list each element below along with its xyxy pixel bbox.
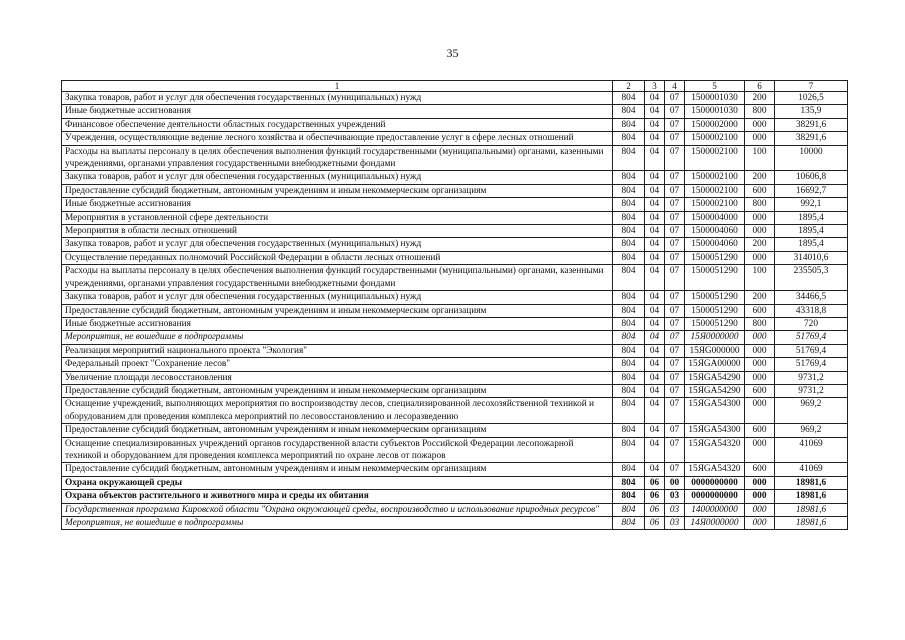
row-section-cell: 04 bbox=[645, 145, 665, 171]
row-subsection-cell: 07 bbox=[665, 171, 685, 184]
row-grbs-cell: 804 bbox=[613, 398, 645, 424]
row-subsection-cell: 07 bbox=[665, 265, 685, 291]
row-expense-type-cell: 000 bbox=[745, 225, 775, 238]
row-expense-type-cell: 800 bbox=[745, 198, 775, 211]
row-expense-type-cell: 000 bbox=[745, 476, 775, 489]
row-target-article-cell: 1500002100 bbox=[685, 145, 745, 171]
row-expense-type-cell: 100 bbox=[745, 145, 775, 171]
table-row bbox=[62, 517, 848, 530]
row-section-cell: 04 bbox=[645, 251, 665, 264]
row-expense-type-cell: 000 bbox=[745, 132, 775, 145]
row-name-cell: Федеральный проект "Сохранение лесов" bbox=[62, 358, 613, 371]
table-row bbox=[62, 463, 848, 476]
row-section-cell: 06 bbox=[645, 503, 665, 516]
table-row bbox=[62, 437, 848, 463]
row-amount-cell: 41069 bbox=[775, 463, 848, 476]
row-target-article-cell: 15ЯGA54290 bbox=[685, 371, 745, 384]
header-cell: 2 bbox=[613, 81, 645, 92]
row-subsection-cell: 07 bbox=[665, 184, 685, 197]
table-row bbox=[62, 371, 848, 384]
row-subsection-cell: 03 bbox=[665, 490, 685, 503]
row-subsection-cell: 07 bbox=[665, 291, 685, 304]
table-row bbox=[62, 490, 848, 503]
row-name-cell: Реализация мероприятий национального проекта "Экология" bbox=[62, 344, 613, 357]
row-section-cell: 04 bbox=[645, 317, 665, 330]
row-grbs-cell: 804 bbox=[613, 476, 645, 489]
row-grbs-cell: 804 bbox=[613, 92, 645, 105]
row-amount-cell: 992,1 bbox=[775, 198, 848, 211]
row-name-cell: Государственная программа Кировской области "Охрана окружающей среды, воспроизводство и использование природных ресурсов" bbox=[62, 503, 613, 516]
row-section-cell: 04 bbox=[645, 184, 665, 197]
row-expense-type-cell: 600 bbox=[745, 384, 775, 397]
row-target-article-cell: 15ЯGA00000 bbox=[685, 358, 745, 371]
header-cell: 3 bbox=[645, 81, 665, 92]
row-target-article-cell: 15ЯGA54290 bbox=[685, 384, 745, 397]
row-target-article-cell: 1500001030 bbox=[685, 105, 745, 118]
row-subsection-cell: 07 bbox=[665, 118, 685, 131]
row-expense-type-cell: 000 bbox=[745, 331, 775, 344]
row-expense-type-cell: 000 bbox=[745, 503, 775, 516]
row-name-cell: Учреждения, осуществляющие ведение лесного хозяйства и обеспечивающие предоставление услуг в сфере лесных отношений bbox=[62, 132, 613, 145]
row-grbs-cell: 804 bbox=[613, 371, 645, 384]
row-name-cell: Закупка товаров, работ и услуг для обеспечения государственных (муниципальных) нужд bbox=[62, 238, 613, 251]
row-name-cell: Предоставление субсидий бюджетным, автономным учреждениям и иным некоммерческим организациям bbox=[62, 384, 613, 397]
row-section-cell: 04 bbox=[645, 304, 665, 317]
row-amount-cell: 235505,3 bbox=[775, 265, 848, 291]
row-name-cell: Иные бюджетные ассигнования bbox=[62, 198, 613, 211]
row-grbs-cell: 804 bbox=[613, 317, 645, 330]
row-grbs-cell: 804 bbox=[613, 198, 645, 211]
row-section-cell: 06 bbox=[645, 476, 665, 489]
row-name-cell: Закупка товаров, работ и услуг для обеспечения государственных (муниципальных) нужд bbox=[62, 171, 613, 184]
row-amount-cell: 41069 bbox=[775, 437, 848, 463]
row-section-cell: 04 bbox=[645, 238, 665, 251]
budget-table bbox=[61, 80, 848, 530]
table-row bbox=[62, 92, 848, 105]
row-expense-type-cell: 000 bbox=[745, 437, 775, 463]
row-expense-type-cell: 600 bbox=[745, 463, 775, 476]
row-amount-cell: 18981,6 bbox=[775, 517, 848, 530]
row-grbs-cell: 804 bbox=[613, 145, 645, 171]
row-target-article-cell: 1500051290 bbox=[685, 265, 745, 291]
row-subsection-cell: 07 bbox=[665, 331, 685, 344]
row-grbs-cell: 804 bbox=[613, 463, 645, 476]
row-name-cell: Предоставление субсидий бюджетным, автономным учреждениям и иным некоммерческим организациям bbox=[62, 304, 613, 317]
row-subsection-cell: 07 bbox=[665, 225, 685, 238]
row-subsection-cell: 07 bbox=[665, 358, 685, 371]
table-row bbox=[62, 132, 848, 145]
row-subsection-cell: 07 bbox=[665, 344, 685, 357]
row-amount-cell: 18981,6 bbox=[775, 476, 848, 489]
row-name-cell: Иные бюджетные ассигнования bbox=[62, 105, 613, 118]
row-expense-type-cell: 000 bbox=[745, 490, 775, 503]
row-grbs-cell: 804 bbox=[613, 304, 645, 317]
row-name-cell: Предоставление субсидий бюджетным, автономным учреждениям и иным некоммерческим организациям bbox=[62, 184, 613, 197]
row-expense-type-cell: 200 bbox=[745, 171, 775, 184]
row-section-cell: 04 bbox=[645, 424, 665, 437]
page-number: 35 bbox=[446, 46, 459, 60]
row-target-article-cell: 1500051290 bbox=[685, 251, 745, 264]
row-section-cell: 04 bbox=[645, 371, 665, 384]
row-name-cell: Финансовое обеспечение деятельности областных государственных учреждений bbox=[62, 118, 613, 131]
row-name-cell: Мероприятия, не вошедшие в подпрограммы bbox=[62, 517, 613, 530]
row-expense-type-cell: 200 bbox=[745, 238, 775, 251]
row-subsection-cell: 07 bbox=[665, 398, 685, 424]
table-row bbox=[62, 304, 848, 317]
row-expense-type-cell: 200 bbox=[745, 92, 775, 105]
row-target-article-cell: 1400000000 bbox=[685, 503, 745, 516]
row-subsection-cell: 00 bbox=[665, 476, 685, 489]
row-section-cell: 04 bbox=[645, 265, 665, 291]
row-name-cell: Оснащение специализированных учреждений органов государственной власти субъектов Российской Федерации лесопожарной техникой и оборудованием для проведения комплекса мероприятий по охране лесов от пожаров bbox=[62, 437, 613, 463]
table-row bbox=[62, 105, 848, 118]
row-amount-cell: 10606,8 bbox=[775, 171, 848, 184]
row-name-cell: Предоставление субсидий бюджетным, автономным учреждениям и иным некоммерческим организациям bbox=[62, 463, 613, 476]
row-expense-type-cell: 800 bbox=[745, 105, 775, 118]
table-row bbox=[62, 251, 848, 264]
row-grbs-cell: 804 bbox=[613, 171, 645, 184]
header-cell: 7 bbox=[775, 81, 848, 92]
row-target-article-cell: 1500004060 bbox=[685, 225, 745, 238]
row-grbs-cell: 804 bbox=[613, 490, 645, 503]
row-target-article-cell: 1500002100 bbox=[685, 171, 745, 184]
row-target-article-cell: 1500002100 bbox=[685, 184, 745, 197]
row-grbs-cell: 804 bbox=[613, 437, 645, 463]
row-expense-type-cell: 000 bbox=[745, 211, 775, 224]
row-target-article-cell: 15ЯGA54300 bbox=[685, 398, 745, 424]
row-section-cell: 04 bbox=[645, 171, 665, 184]
row-name-cell: Охрана объектов растительного и животного мира и среды их обитания bbox=[62, 490, 613, 503]
row-name-cell: Предоставление субсидий бюджетным, автономным учреждениям и иным некоммерческим организациям bbox=[62, 424, 613, 437]
row-subsection-cell: 07 bbox=[665, 251, 685, 264]
row-name-cell: Охрана окружающей среды bbox=[62, 476, 613, 489]
row-subsection-cell: 07 bbox=[665, 463, 685, 476]
row-amount-cell: 1895,4 bbox=[775, 238, 848, 251]
table-row bbox=[62, 265, 848, 291]
row-section-cell: 04 bbox=[645, 132, 665, 145]
row-subsection-cell: 07 bbox=[665, 238, 685, 251]
row-target-article-cell: 15ЯGA54320 bbox=[685, 463, 745, 476]
row-section-cell: 04 bbox=[645, 118, 665, 131]
table-row bbox=[62, 398, 848, 424]
table-row bbox=[62, 331, 848, 344]
row-section-cell: 04 bbox=[645, 105, 665, 118]
row-expense-type-cell: 000 bbox=[745, 517, 775, 530]
row-expense-type-cell: 000 bbox=[745, 344, 775, 357]
row-target-article-cell: 15ЯGA54320 bbox=[685, 437, 745, 463]
row-section-cell: 06 bbox=[645, 490, 665, 503]
row-subsection-cell: 07 bbox=[665, 132, 685, 145]
row-grbs-cell: 804 bbox=[613, 238, 645, 251]
row-name-cell: Закупка товаров, работ и услуг для обеспечения государственных (муниципальных) нужд bbox=[62, 92, 613, 105]
row-grbs-cell: 804 bbox=[613, 251, 645, 264]
table-row bbox=[62, 225, 848, 238]
table-row bbox=[62, 171, 848, 184]
header-cell: 6 bbox=[745, 81, 775, 92]
row-target-article-cell: 1500004000 bbox=[685, 211, 745, 224]
table-row bbox=[62, 238, 848, 251]
row-name-cell: Иные бюджетные ассигнования bbox=[62, 317, 613, 330]
row-subsection-cell: 03 bbox=[665, 503, 685, 516]
row-subsection-cell: 07 bbox=[665, 211, 685, 224]
table-row bbox=[62, 145, 848, 171]
row-section-cell: 04 bbox=[645, 198, 665, 211]
row-section-cell: 04 bbox=[645, 384, 665, 397]
row-expense-type-cell: 000 bbox=[745, 251, 775, 264]
row-target-article-cell: 1500004060 bbox=[685, 238, 745, 251]
row-name-cell: Мероприятия в области лесных отношений bbox=[62, 225, 613, 238]
row-target-article-cell: 1500051290 bbox=[685, 317, 745, 330]
row-subsection-cell: 07 bbox=[665, 304, 685, 317]
row-amount-cell: 16692,7 bbox=[775, 184, 848, 197]
row-target-article-cell: 1500002100 bbox=[685, 198, 745, 211]
table-row bbox=[62, 424, 848, 437]
row-amount-cell: 9731,2 bbox=[775, 371, 848, 384]
row-subsection-cell: 07 bbox=[665, 92, 685, 105]
row-expense-type-cell: 100 bbox=[745, 265, 775, 291]
table-row bbox=[62, 198, 848, 211]
table-row bbox=[62, 211, 848, 224]
row-amount-cell: 43318,8 bbox=[775, 304, 848, 317]
row-grbs-cell: 804 bbox=[613, 344, 645, 357]
table-row bbox=[62, 503, 848, 516]
row-target-article-cell: 0000000000 bbox=[685, 476, 745, 489]
header-row bbox=[62, 81, 848, 92]
row-name-cell: Мероприятия, не вошедшие в подпрограммы bbox=[62, 331, 613, 344]
row-section-cell: 04 bbox=[645, 463, 665, 476]
table-row bbox=[62, 384, 848, 397]
row-amount-cell: 34466,5 bbox=[775, 291, 848, 304]
row-subsection-cell: 07 bbox=[665, 198, 685, 211]
header-cell: 4 bbox=[665, 81, 685, 92]
table-row bbox=[62, 291, 848, 304]
row-subsection-cell: 03 bbox=[665, 517, 685, 530]
row-grbs-cell: 804 bbox=[613, 331, 645, 344]
row-section-cell: 04 bbox=[645, 92, 665, 105]
row-target-article-cell: 15ЯG000000 bbox=[685, 344, 745, 357]
row-amount-cell: 51769,4 bbox=[775, 344, 848, 357]
header-cell: 5 bbox=[685, 81, 745, 92]
row-section-cell: 06 bbox=[645, 517, 665, 530]
row-target-article-cell: 1500001030 bbox=[685, 92, 745, 105]
row-grbs-cell: 804 bbox=[613, 105, 645, 118]
row-subsection-cell: 07 bbox=[665, 317, 685, 330]
row-section-cell: 04 bbox=[645, 358, 665, 371]
row-expense-type-cell: 000 bbox=[745, 358, 775, 371]
row-amount-cell: 1895,4 bbox=[775, 211, 848, 224]
row-target-article-cell: 1500002100 bbox=[685, 132, 745, 145]
row-grbs-cell: 804 bbox=[613, 225, 645, 238]
row-section-cell: 04 bbox=[645, 331, 665, 344]
table-row bbox=[62, 118, 848, 131]
row-grbs-cell: 804 bbox=[613, 184, 645, 197]
table-row bbox=[62, 317, 848, 330]
row-target-article-cell: 15ЯGA54300 bbox=[685, 424, 745, 437]
row-section-cell: 04 bbox=[645, 211, 665, 224]
row-amount-cell: 969,2 bbox=[775, 424, 848, 437]
row-grbs-cell: 804 bbox=[613, 517, 645, 530]
row-name-cell: Расходы на выплаты персоналу в целях обеспечения выполнения функций государственными (муниципальными) органами, казенными учреждениями, органами управления государственными внебюджетными фондами bbox=[62, 145, 613, 171]
row-section-cell: 04 bbox=[645, 437, 665, 463]
row-grbs-cell: 804 bbox=[613, 384, 645, 397]
row-grbs-cell: 804 bbox=[613, 118, 645, 131]
row-subsection-cell: 07 bbox=[665, 371, 685, 384]
row-name-cell: Осуществление переданных полномочий Российской Федерации в области лесных отношений bbox=[62, 251, 613, 264]
table-row bbox=[62, 344, 848, 357]
row-expense-type-cell: 200 bbox=[745, 291, 775, 304]
row-name-cell: Оснащение учреждений, выполняющих мероприятия по воспроизводству лесов, специализированной лесохозяйственной техникой и оборудованием для проведения комплекса мероприятий по лесовосстановлению и лесоразведению bbox=[62, 398, 613, 424]
row-amount-cell: 18981,6 bbox=[775, 490, 848, 503]
row-section-cell: 04 bbox=[645, 291, 665, 304]
row-amount-cell: 1026,5 bbox=[775, 92, 848, 105]
row-expense-type-cell: 000 bbox=[745, 118, 775, 131]
row-grbs-cell: 804 bbox=[613, 265, 645, 291]
table-row bbox=[62, 184, 848, 197]
row-expense-type-cell: 000 bbox=[745, 398, 775, 424]
row-subsection-cell: 07 bbox=[665, 105, 685, 118]
row-amount-cell: 314010,6 bbox=[775, 251, 848, 264]
table-row bbox=[62, 476, 848, 489]
row-amount-cell: 38291,6 bbox=[775, 118, 848, 131]
row-grbs-cell: 804 bbox=[613, 211, 645, 224]
row-grbs-cell: 804 bbox=[613, 358, 645, 371]
row-name-cell: Расходы на выплаты персоналу в целях обеспечения выполнения функций государственными (муниципальными) органами, казенными учреждениями, органами управления государственными внебюджетными фондами bbox=[62, 265, 613, 291]
row-amount-cell: 720 bbox=[775, 317, 848, 330]
row-target-article-cell: 0000000000 bbox=[685, 490, 745, 503]
row-subsection-cell: 07 bbox=[665, 145, 685, 171]
row-target-article-cell: 14Я0000000 bbox=[685, 517, 745, 530]
row-subsection-cell: 07 bbox=[665, 424, 685, 437]
row-target-article-cell: 1500002000 bbox=[685, 118, 745, 131]
row-amount-cell: 38291,6 bbox=[775, 132, 848, 145]
row-amount-cell: 9731,2 bbox=[775, 384, 848, 397]
row-amount-cell: 18981,6 bbox=[775, 503, 848, 516]
row-name-cell: Мероприятия в установленной сфере деятельности bbox=[62, 211, 613, 224]
row-expense-type-cell: 600 bbox=[745, 304, 775, 317]
table-row bbox=[62, 358, 848, 371]
row-amount-cell: 969,2 bbox=[775, 398, 848, 424]
row-grbs-cell: 804 bbox=[613, 503, 645, 516]
row-target-article-cell: 1500051290 bbox=[685, 304, 745, 317]
row-grbs-cell: 804 bbox=[613, 424, 645, 437]
row-expense-type-cell: 800 bbox=[745, 317, 775, 330]
row-grbs-cell: 804 bbox=[613, 291, 645, 304]
row-name-cell: Закупка товаров, работ и услуг для обеспечения государственных (муниципальных) нужд bbox=[62, 291, 613, 304]
row-grbs-cell: 804 bbox=[613, 132, 645, 145]
row-amount-cell: 1895,4 bbox=[775, 225, 848, 238]
row-subsection-cell: 07 bbox=[665, 437, 685, 463]
row-expense-type-cell: 600 bbox=[745, 184, 775, 197]
row-section-cell: 04 bbox=[645, 398, 665, 424]
row-amount-cell: 135,9 bbox=[775, 105, 848, 118]
row-expense-type-cell: 600 bbox=[745, 424, 775, 437]
row-section-cell: 04 bbox=[645, 344, 665, 357]
row-expense-type-cell: 000 bbox=[745, 371, 775, 384]
header-cell: 1 bbox=[62, 81, 613, 92]
row-amount-cell: 51769,4 bbox=[775, 331, 848, 344]
row-name-cell: Увеличение площади лесовосстановления bbox=[62, 371, 613, 384]
row-section-cell: 04 bbox=[645, 225, 665, 238]
row-target-article-cell: 15Я0000000 bbox=[685, 331, 745, 344]
row-amount-cell: 10000 bbox=[775, 145, 848, 171]
row-subsection-cell: 07 bbox=[665, 384, 685, 397]
row-amount-cell: 51769,4 bbox=[775, 358, 848, 371]
row-target-article-cell: 1500051290 bbox=[685, 291, 745, 304]
